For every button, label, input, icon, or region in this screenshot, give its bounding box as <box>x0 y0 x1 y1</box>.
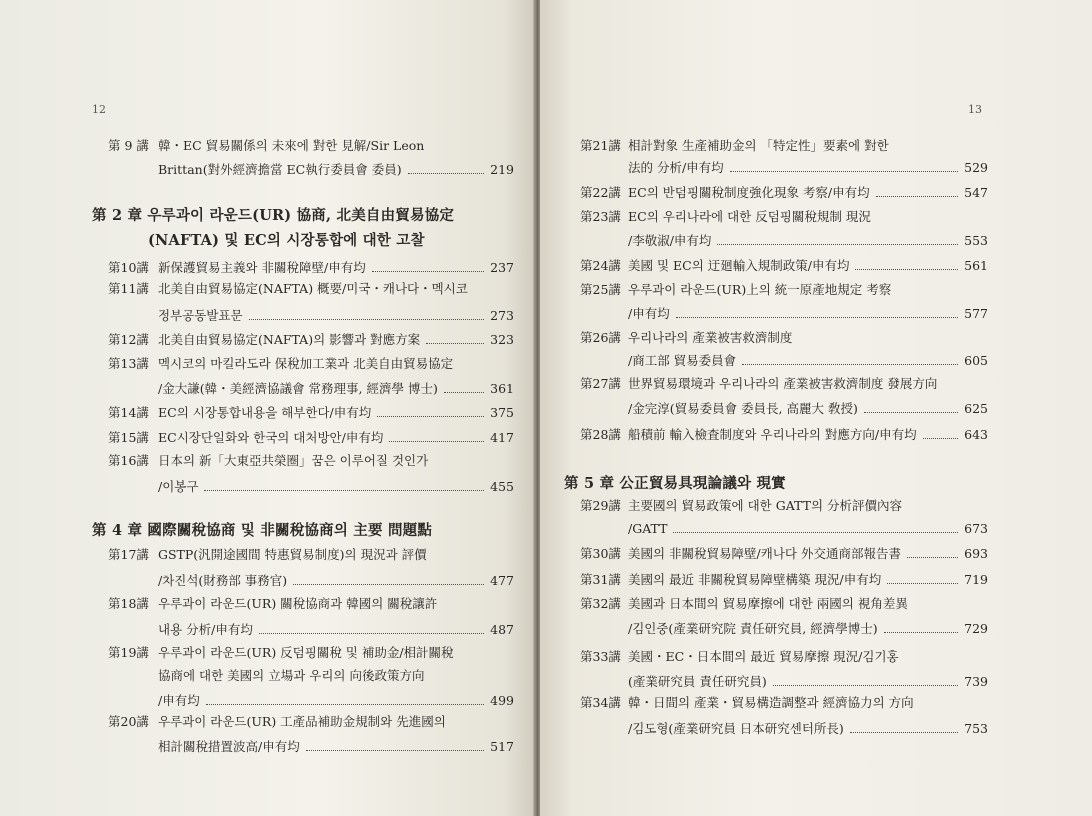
lecture-number: 第16講 <box>108 453 149 468</box>
dot-leader <box>408 173 485 174</box>
toc-entry[interactable] <box>158 477 514 495</box>
page-ref: 561 <box>964 258 988 273</box>
toc-entry[interactable] <box>158 737 514 755</box>
lecture-number: 第18講 <box>108 596 149 611</box>
lecture-number: 第10講 <box>108 260 149 275</box>
entry-title: 協商에 대한 美國의 立場과 우리의 向後政策方向 <box>158 668 425 683</box>
page-ref: 237 <box>490 260 514 275</box>
lecture-number: 第27講 <box>580 376 621 391</box>
entry-title: 韓・EC 貿易關係의 未來에 對한 見解/Sir Leon <box>158 138 425 153</box>
entry-title: 船積前 輸入檢査制度와 우리나라의 對應方向/申有均 <box>628 427 917 442</box>
lecture-number: 第12講 <box>108 332 149 347</box>
entry-title: 日本의 新「大東亞共榮圈」꿈은 이루어질 것인가 <box>158 453 429 468</box>
toc-entry[interactable] <box>628 619 988 637</box>
page-ref: 719 <box>964 572 988 587</box>
entry-title: 相計關稅措置波高/申有均 <box>158 739 300 754</box>
toc-entry[interactable] <box>580 374 988 392</box>
toc-entry[interactable] <box>108 545 514 563</box>
dot-leader <box>887 583 958 584</box>
dot-leader <box>673 532 958 533</box>
page-ref: 547 <box>964 185 988 200</box>
dot-leader <box>444 392 484 393</box>
page-ref: 739 <box>964 674 988 689</box>
toc-entry[interactable] <box>580 328 988 346</box>
entry-title: (產業研究員 責任研究員) <box>628 674 767 689</box>
toc-entry[interactable] <box>580 280 988 298</box>
entry-title: 우루과이 라운드(UR) 工產品補助金規制와 先進國의 <box>158 714 446 729</box>
page-ref: 577 <box>964 306 988 321</box>
chapter-heading: 第 5 章 公正貿易具現論議와 現實 <box>564 475 786 492</box>
dot-leader <box>923 438 959 439</box>
page-ref: 529 <box>964 160 988 175</box>
toc-entry[interactable] <box>108 594 514 612</box>
toc-entry[interactable] <box>108 428 514 446</box>
entry-title: /차진석(財務部 事務官) <box>158 573 288 588</box>
entry-title: 北美自由貿易協定(NAFTA)의 影響과 對應方案 <box>158 332 421 347</box>
toc-entry[interactable] <box>580 425 988 443</box>
entry-title: EC시장단일화와 한국의 대처방안/申有均 <box>158 430 384 445</box>
dot-leader <box>249 319 485 320</box>
lecture-number: 第17講 <box>108 547 149 562</box>
dot-leader <box>676 317 958 318</box>
dot-leader <box>884 632 959 633</box>
dot-leader <box>864 412 958 413</box>
toc-entry[interactable] <box>580 594 988 612</box>
page-ref: 487 <box>490 622 514 637</box>
lecture-number: 第25講 <box>580 282 621 297</box>
toc-entry[interactable] <box>108 136 514 154</box>
lecture-number: 第22講 <box>580 185 621 200</box>
entry-title: 美國 및 EC의 迂廻輸入規制政策/申有均 <box>628 258 850 273</box>
dot-leader <box>377 416 484 417</box>
entry-title: 정부공동발표문 <box>158 308 243 323</box>
entry-title: 내용 分析/申有均 <box>158 622 253 637</box>
dot-leader <box>306 750 484 751</box>
dot-leader <box>204 490 484 491</box>
page-ref: 417 <box>490 430 514 445</box>
toc-entry[interactable] <box>628 158 988 176</box>
entry-title: 北美自由貿易協定(NAFTA) 概要/미국・캐나다・멕시코 <box>158 281 468 296</box>
chapter-heading: 第 2 章 우루과이 라운드(UR) 協商, 北美自由貿易協定 <box>92 207 455 224</box>
page-ref: 219 <box>490 162 514 177</box>
lecture-number: 第29講 <box>580 498 621 513</box>
entry-title: 美國・EC・日本間의 最近 貿易摩擦 現況/김기홍 <box>628 649 899 664</box>
entry-title: EC의 우리나라에 대한 反덤핑關稅規制 現況 <box>628 209 871 224</box>
toc-entry[interactable] <box>628 231 988 249</box>
entry-title: 우루과이 라운드(UR)上의 統一原產地規定 考察 <box>628 282 892 297</box>
page-ref: 693 <box>964 546 988 561</box>
page-number: 13 <box>968 103 982 116</box>
lecture-number: 第21講 <box>580 138 621 153</box>
toc-entry[interactable] <box>108 354 514 372</box>
toc-entry[interactable] <box>628 351 988 369</box>
entry-title: 美國의 最近 非關稅貿易障壁構築 現況/申有均 <box>628 572 882 587</box>
entry-title: 우루과이 라운드(UR) 反덤핑關稅 및 補助金/相計關稅 <box>158 645 454 660</box>
toc-entry[interactable] <box>108 403 514 421</box>
page-ref: 499 <box>490 693 514 708</box>
toc-entry[interactable] <box>158 160 514 178</box>
lecture-number: 第32講 <box>580 596 621 611</box>
page-ref: 273 <box>490 308 514 323</box>
chapter-heading: (NAFTA) 및 EC의 시장통합에 대한 고찰 <box>148 232 425 249</box>
entry-title: Brittan(對外經濟擔當 EC執行委員會 委員) <box>158 162 402 177</box>
entry-title: 世界貿易環境과 우리나라의 產業被害救濟制度 發展方向 <box>628 376 938 391</box>
lecture-number: 第14講 <box>108 405 149 420</box>
toc-entry[interactable] <box>580 496 988 514</box>
lecture-number: 第26講 <box>580 330 621 345</box>
page-ref: 455 <box>490 479 514 494</box>
entry-title: /김도형(產業研究員 日本研究센터所長) <box>628 721 844 736</box>
toc-entry[interactable] <box>158 306 514 324</box>
entry-title: 新保護貿易主義와 非關稅障壁/申有均 <box>158 260 366 275</box>
lecture-number: 第13講 <box>108 356 149 371</box>
page-ref: 517 <box>490 739 514 754</box>
toc-entry[interactable] <box>628 672 988 690</box>
page-ref: 673 <box>964 521 988 536</box>
left-page <box>0 0 536 816</box>
lecture-number: 第 9 講 <box>108 138 149 153</box>
page-ref: 605 <box>964 353 988 368</box>
lecture-number: 第34講 <box>580 695 621 710</box>
entry-title: /李敬淑/申有均 <box>628 233 712 248</box>
page-number: 12 <box>92 103 106 116</box>
entry-title: GSTP(汎開途國間 特惠貿易制度)의 現況과 評價 <box>158 547 427 562</box>
dot-leader <box>389 441 484 442</box>
page-ref: 553 <box>964 233 988 248</box>
lecture-number: 第20講 <box>108 714 149 729</box>
entry-title: /申有均 <box>158 693 200 708</box>
entry-title: 美國의 非關稅貿易障壁/캐나다 外交通商部報告書 <box>628 546 901 561</box>
toc-entry[interactable] <box>580 647 988 665</box>
entry-title: 우루과이 라운드(UR) 關稅協商과 韓國의 關稅讓許 <box>158 596 438 611</box>
page-ref: 375 <box>490 405 514 420</box>
lecture-number: 第19講 <box>108 645 149 660</box>
toc-entry[interactable] <box>580 207 988 225</box>
page-ref: 643 <box>964 427 988 442</box>
entry-title: 韓・日間의 產業・貿易構造調整과 經濟協力의 方向 <box>628 695 914 710</box>
dot-leader <box>730 171 958 172</box>
dot-leader <box>742 364 958 365</box>
entry-title: 主要國의 貿易政策에 대한 GATT의 分析評價內容 <box>628 498 903 513</box>
toc-entry[interactable] <box>580 183 988 201</box>
page-ref: 323 <box>490 332 514 347</box>
toc-entry[interactable] <box>158 379 514 397</box>
toc-entry[interactable] <box>580 544 988 562</box>
toc-entry[interactable] <box>108 643 514 661</box>
entry-title: 멕시코의 마킬라도라 保稅加工業과 北美自由貿易協定 <box>158 356 454 371</box>
lecture-number: 第30講 <box>580 546 621 561</box>
toc-entry[interactable] <box>580 570 988 588</box>
chapter-heading: 第 4 章 國際關稅協商 및 非關稅協商의 主要 問題點 <box>92 522 433 539</box>
toc-entry[interactable] <box>108 279 514 297</box>
lecture-number: 第31講 <box>580 572 621 587</box>
page-ref: 753 <box>964 721 988 736</box>
page-ref: 625 <box>964 401 988 416</box>
toc-entry[interactable] <box>580 693 988 711</box>
entry-title: 우리나라의 產業被害救濟制度 <box>628 330 793 345</box>
toc-entry[interactable] <box>108 258 514 276</box>
entry-title: /김인중(產業研究院 責任研究員, 經濟學博士) <box>628 621 878 636</box>
lecture-number: 第28講 <box>580 427 621 442</box>
right-page <box>540 0 1092 816</box>
dot-leader <box>293 584 484 585</box>
toc-entry[interactable] <box>108 330 514 348</box>
toc-entry[interactable] <box>158 691 514 709</box>
page-ref: 361 <box>490 381 514 396</box>
toc-entry[interactable] <box>108 712 514 730</box>
toc-entry[interactable] <box>628 399 988 417</box>
toc-entry[interactable] <box>158 571 514 589</box>
entry-title: /申有均 <box>628 306 670 321</box>
dot-leader <box>907 557 958 558</box>
dot-leader <box>206 704 484 705</box>
toc-entry[interactable] <box>580 256 988 274</box>
entry-title: /商工部 貿易委員會 <box>628 353 737 368</box>
toc-entry[interactable] <box>628 719 988 737</box>
dot-leader <box>773 685 958 686</box>
entry-title: /GATT <box>628 521 668 536</box>
dot-leader <box>876 196 958 197</box>
entry-title: /金大謙(韓・美經濟協議會 常務理事, 經濟學 博士) <box>158 381 438 396</box>
entry-title: /이봉구 <box>158 479 199 494</box>
entry-title: 法的 分析/申有均 <box>628 160 724 175</box>
entry-title: 相計對象 生產補助金의 「特定性」要素에 對한 <box>628 138 889 153</box>
entry-title: /金完淳(貿易委員會 委員長, 高麗大 敎授) <box>628 401 858 416</box>
lecture-number: 第24講 <box>580 258 621 273</box>
entry-title: 美國과 日本間의 貿易摩擦에 대한 兩國의 視角差異 <box>628 596 908 611</box>
lecture-number: 第11講 <box>108 281 149 296</box>
entry-title: EC의 시장통합내용을 해부한다/申有均 <box>158 405 372 420</box>
toc-entry[interactable] <box>158 666 514 684</box>
dot-leader <box>426 343 484 344</box>
lecture-number: 第23講 <box>580 209 621 224</box>
toc-entry[interactable] <box>580 136 988 154</box>
toc-entry[interactable] <box>628 521 988 537</box>
dot-leader <box>717 244 958 245</box>
lecture-number: 第33講 <box>580 649 621 664</box>
toc-entry[interactable] <box>628 304 988 322</box>
page-ref: 729 <box>964 621 988 636</box>
toc-entry[interactable] <box>108 451 514 469</box>
dot-leader <box>855 269 958 270</box>
page-ref: 477 <box>490 573 514 588</box>
dot-leader <box>372 271 484 272</box>
lecture-number: 第15講 <box>108 430 149 445</box>
toc-entry[interactable] <box>158 620 514 638</box>
dot-leader <box>850 732 958 733</box>
dot-leader <box>259 633 484 634</box>
entry-title: EC의 반덤핑關稅制度強化現象 考察/申有均 <box>628 185 870 200</box>
